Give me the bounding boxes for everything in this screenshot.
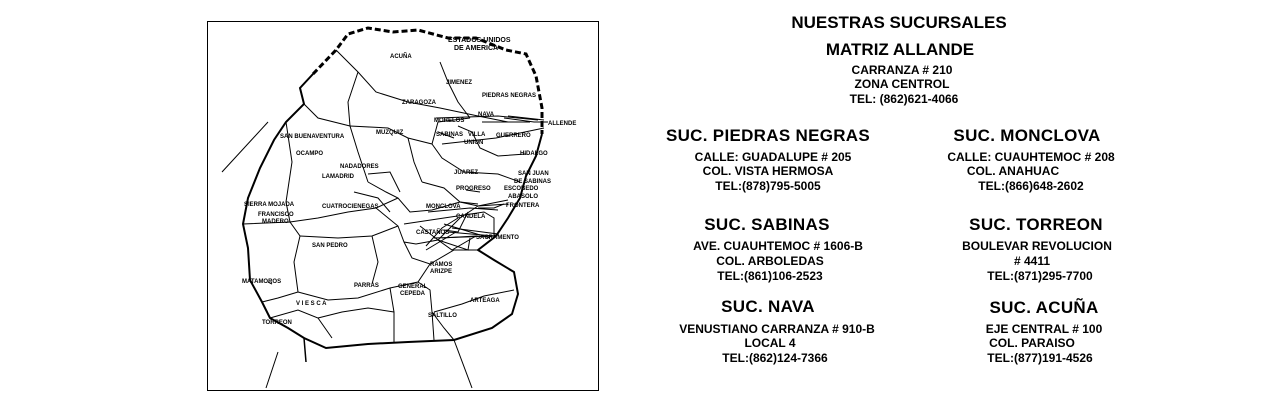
branch-sabinas-phone: TEL:(861)106-2523	[717, 269, 823, 283]
branch-piedras-negras-line1: CALLE: GUADALUPE # 205	[694, 150, 852, 164]
branch-acuna-line2: COL. PARAISO	[989, 336, 1075, 350]
page-heading: NUESTRAS SUCURSALES	[791, 13, 1007, 32]
branch-acuna-name: SUC. ACUÑA	[989, 298, 1099, 317]
map-label-acuna: ACUÑA	[390, 54, 412, 60]
branch-piedras-negras-name: SUC. PIEDRAS NEGRAS	[665, 126, 871, 145]
branch-nava-line2: LOCAL 4	[744, 336, 796, 350]
branch-nava-name: SUC. NAVA	[721, 297, 815, 316]
map-label-allende: ALLENDE	[548, 121, 577, 127]
matriz-address-line1: CARRANZA # 210	[851, 63, 953, 77]
map-label-cuatrocienegas: CUATROCIENEGAS	[322, 204, 379, 210]
map-label-general: GENERAL	[398, 284, 428, 290]
branch-acuna-line1: EJE CENTRAL # 100	[985, 322, 1103, 336]
map-label-country-1: ESTADOS UNIDOS	[448, 37, 511, 44]
map-label-matamoros: MATAMOROS	[242, 279, 282, 285]
map-label-piedras-negras: PIEDRAS NEGRAS	[482, 93, 537, 99]
neighbor-border-southwest	[266, 352, 278, 388]
map-label-villa: VILLA	[468, 132, 486, 138]
map-label-ocampo: OCAMPO	[296, 151, 323, 157]
branch-piedras-negras-phone: TEL:(878)795-5005	[715, 179, 821, 193]
branch-sabinas-line2: COL. ARBOLEDAS	[716, 254, 824, 268]
map-label-san-buenaventura: SAN BUENAVENTURA	[280, 134, 345, 140]
matriz-phone: TEL: (862)621-4066	[849, 92, 959, 106]
branch-torreon-name: SUC. TORREON	[969, 215, 1103, 234]
map-label-sierra-mojada: SIERRA MOJADA	[244, 202, 295, 208]
map-label-union: UNION	[464, 140, 484, 146]
branch-nava-line1: VENUSTIANO CARRANZA # 910-B	[679, 322, 875, 336]
branch-monclova-phone: TEL:(866)648-2602	[978, 179, 1084, 193]
map-label-san-juan-1: SAN JUAN	[518, 171, 549, 177]
map-label-abasolo: ABASOLO	[508, 194, 538, 200]
map-label-arizpe: ARIZPE	[430, 269, 453, 275]
branch-torreon-line1: BOULEVAR REVOLUCION	[962, 239, 1112, 253]
branch-sabinas-line1: AVE. CUAUHTEMOC # 1606-B	[693, 239, 863, 253]
map-label-saltillo: SALTILLO	[428, 313, 457, 319]
map-label-morelos: MORELOS	[434, 118, 465, 124]
map-label-nadadores: NADADORES	[340, 164, 379, 170]
branch-sabinas-name: SUC. SABINAS	[704, 215, 830, 234]
map-label-jimenez: JIMENEZ	[446, 80, 473, 86]
branch-monclova-line1: CALLE: CUAUHTEMOC # 208	[947, 150, 1115, 164]
map-label-progreso: PROGRESO	[456, 186, 491, 192]
map-label-parras: PARRAS	[354, 283, 379, 289]
map-drawing	[208, 22, 599, 391]
map-label-juarez: JUAREZ	[454, 170, 479, 176]
map-label-cepeda: CEPEDA	[400, 291, 426, 297]
map-label-sabinas: SABINAS	[436, 132, 464, 138]
map-label-country-2: DE AMERICA	[454, 45, 499, 52]
map-label-sacramento: SACRAMENTO	[476, 235, 519, 241]
map-label-nava: NAVA	[478, 112, 495, 118]
neighbor-border-south	[454, 340, 472, 388]
map-label-muzquiz: MUZQUIZ	[376, 130, 404, 136]
map-label-san-juan-2: DE SABINAS	[514, 179, 552, 185]
map-label-guerrero: GUERRERO	[496, 133, 531, 139]
matriz-address-line2: ZONA CENTROL	[854, 77, 950, 91]
map-label-monclova: MONCLOVA	[426, 204, 461, 210]
map-label-frontera: FRONTERA	[506, 203, 540, 209]
branch-piedras-negras-line2: COL. VISTA HERMOSA	[702, 164, 834, 178]
map-label-ramos: RAMOS	[430, 262, 453, 268]
map-label-escobedo: ESCOBEDO	[504, 186, 539, 192]
branch-torreon-line2: # 4411	[1013, 254, 1051, 268]
branch-monclova-line2: COL. ANAHUAC	[966, 164, 1060, 178]
map-label-candela: CANDELA	[456, 214, 486, 220]
map-label-viesca: V I E S C A	[296, 301, 327, 307]
map-label-san-pedro: SAN PEDRO	[312, 243, 348, 249]
south-stub	[304, 338, 306, 362]
map-label-lamadrid: LAMADRID	[322, 174, 354, 180]
map-label-madero: MADERO	[262, 219, 289, 225]
branch-acuna-phone: TEL:(877)191-4526	[987, 351, 1093, 365]
map-label-zaragoza: ZARAGOZA	[402, 100, 436, 106]
map-label-arteaga: ARTEAGA	[470, 298, 500, 304]
map-label-torreon: TORREON	[262, 320, 292, 326]
map-label-francisco: FRANCISCO	[258, 212, 294, 218]
matriz-name: MATRIZ ALLANDE	[825, 40, 975, 59]
coahuila-map	[207, 21, 599, 391]
branch-torreon-phone: TEL:(871)295-7700	[987, 269, 1093, 283]
map-label-castanos: CASTAÑOS	[416, 230, 450, 236]
branch-nava-phone: TEL:(862)124-7366	[722, 351, 828, 365]
branch-monclova-name: SUC. MONCLOVA	[953, 126, 1101, 145]
map-label-hidalgo: HIDALGO	[520, 151, 548, 157]
